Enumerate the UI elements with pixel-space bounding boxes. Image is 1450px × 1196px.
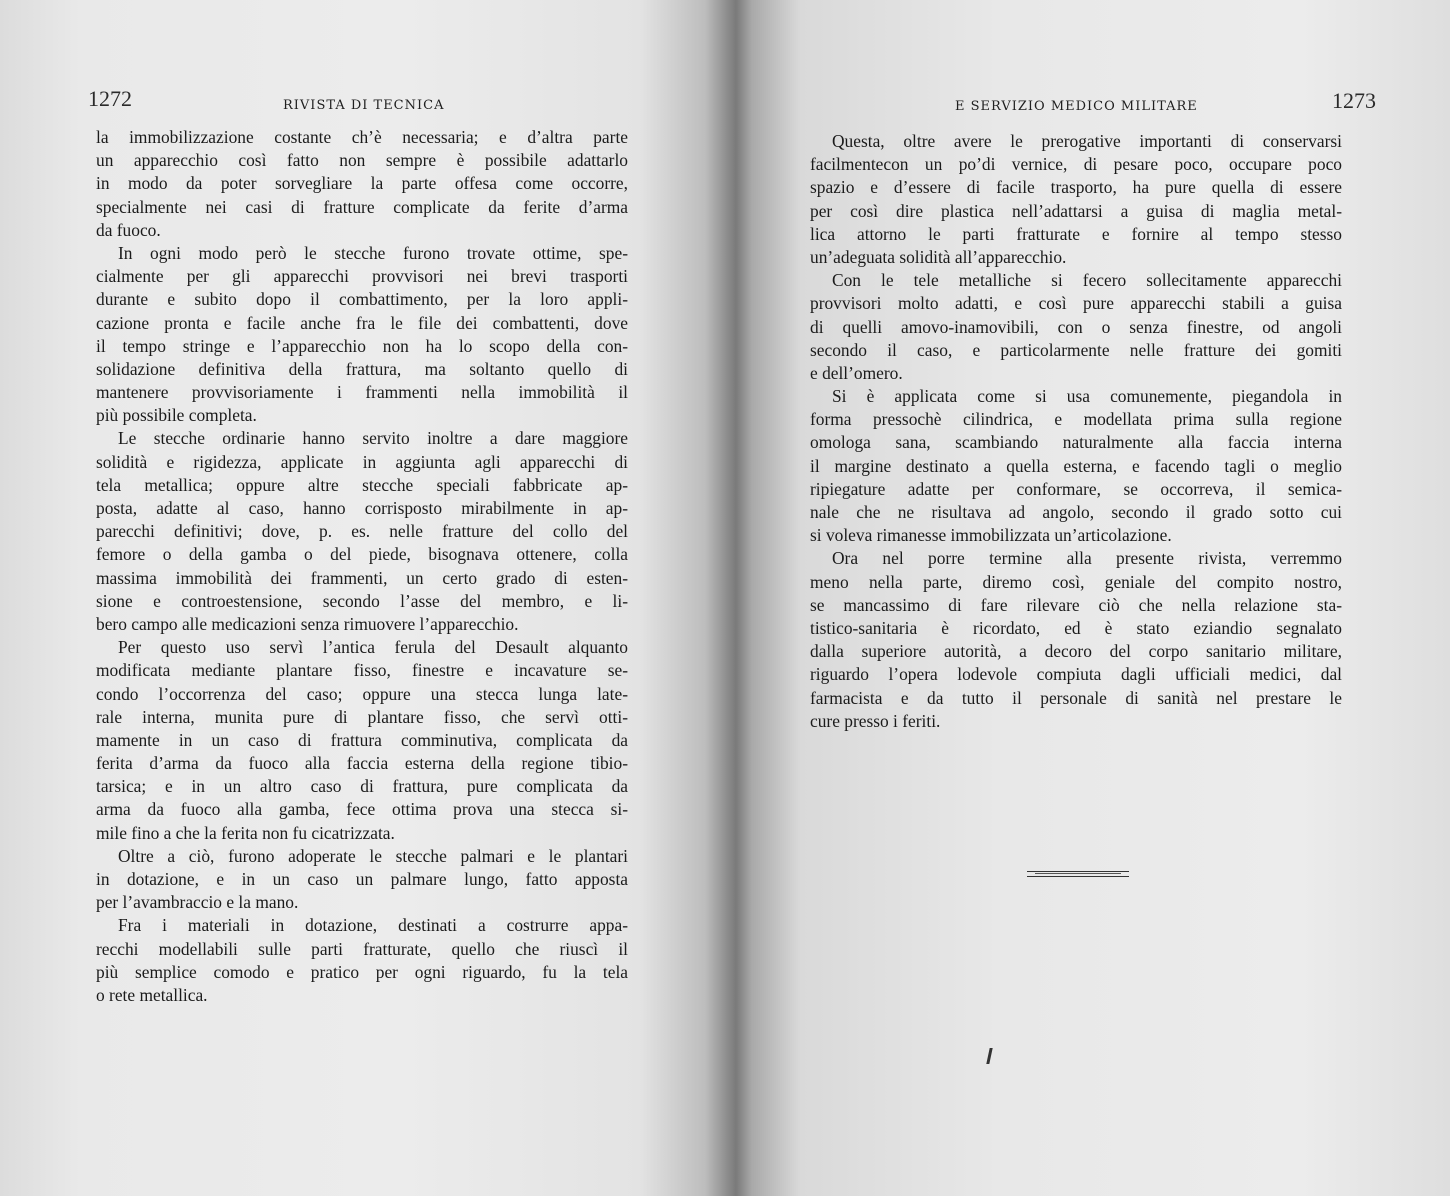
text-line: solidazione definitiva della frattura, ma soltanto quello di <box>96 358 628 379</box>
text-line: cialmente per gli apparecchi provvisori nei brevi trasporti <box>96 266 628 287</box>
text-line: per così dire plastica nell’adattarsi a guisa di maglia metal- <box>810 200 1342 221</box>
running-head: E SERVIZIO MEDICO MILITARE <box>955 99 1198 114</box>
text-line: si voleva rimanesse immobilizzata un’articolazione. <box>810 525 1172 546</box>
text-line: più possibile completa. <box>96 405 257 426</box>
page-number: 1272 <box>88 86 132 111</box>
text-line: Questa, oltre avere le prerogative importanti di conservarsi <box>832 131 1342 151</box>
text-line: un’adeguata solidità all’apparecchio. <box>810 246 1067 267</box>
text-line: la immobilizzazione costante ch’è necessaria; e d’altra parte <box>96 127 628 147</box>
text-line: recchi modellabili sulle parti fratturate, quello che riuscì il <box>96 938 628 959</box>
text-line: o rete metallica. <box>96 984 208 1005</box>
text-line: un apparecchio così fatto non sempre è possibile adattarlo <box>96 150 628 171</box>
text-line: mamente in un caso di frattura comminutiva, complicata da <box>96 729 628 750</box>
text-line: di quelli amovo-inamovibili, con o senza finestre, od angoli <box>810 316 1342 337</box>
text-line: In ogni modo però le stecche furono trovate ottime, spe- <box>118 242 628 263</box>
text-line: facilmentecon un po’di vernice, di pesare poco, occupare poco <box>810 154 1342 175</box>
text-line: mantenere provvisoriamente i frammenti nella immobilità il <box>96 382 628 403</box>
text-line: farmacista e da tutto il personale di sanità nel prestare le <box>810 687 1342 708</box>
text-line: lica attorno le parti fratturate e fornire al tempo stesso <box>810 223 1342 244</box>
page-number: 1273 <box>1332 88 1376 113</box>
text-line: omologa sana, scambiando naturalmente alla faccia interna <box>810 432 1342 453</box>
text-line: e dell’omero. <box>810 362 903 383</box>
text-line: solidità e rigidezza, applicate in aggiunta agli apparecchi di <box>96 451 628 472</box>
text-line: tela metallica; oppure altre stecche speciali fabbricate ap- <box>96 474 628 495</box>
text-line: specialmente nei casi di fratture complicate da ferite d’arma <box>96 196 628 217</box>
text-line: Per questo uso servì l’antica ferula del Desault alquanto <box>118 637 628 658</box>
text-line: femore o della gamba o del piede, bisognava ottenere, colla <box>96 544 628 565</box>
text-line: in dotazione, e in un caso un palmare lungo, fatto apposta <box>96 869 628 889</box>
text-line: forma pressochè cilindrica, e modellata prima sulla regione <box>810 409 1342 430</box>
text-line: ferita d’arma da fuoco alla faccia esterna della regione tibio- <box>96 753 628 774</box>
text-line: sione e controestensione, secondo l’asse del membro, e li- <box>96 590 628 611</box>
text-line: dalla superiore autorità, a decoro del corpo sanitario militare, <box>810 641 1342 662</box>
body-text <box>96 126 628 1007</box>
text-line: per l’avambraccio e la mano. <box>96 892 299 913</box>
text-line: se mancassimo di fare rilevare ciò che nella relazione sta- <box>810 594 1342 615</box>
text-line: Fra i materiali in dotazione, destinati a costrurre appa- <box>118 915 628 936</box>
body-text <box>810 130 1342 733</box>
text-line: cure presso i feriti. <box>810 710 941 731</box>
text-line: nale che ne risultava ad angolo, secondo il grado sotto cui <box>810 502 1342 522</box>
ink-speck <box>986 1048 992 1064</box>
text-line: Le stecche ordinarie hanno servito inoltre a dare maggiore <box>118 428 628 449</box>
text-line: meno nella parte, diremo così, geniale del compito nostro, <box>810 571 1342 592</box>
text-line: Con le tele metalliche si fecero sollecitamente apparecchi <box>832 270 1342 291</box>
text-line: condo l’occorrenza del caso; oppure una stecca lunga late- <box>96 683 628 704</box>
text-line: durante e subito dopo il combattimento, per la loro appli- <box>96 289 628 310</box>
text-line: secondo il caso, e particolarmente nelle fratture dei gomiti <box>810 339 1342 360</box>
right-page <box>740 0 1450 1196</box>
text-line: massima immobilità dei frammenti, un certo grado di esten- <box>96 567 628 588</box>
text-line: in modo da poter sorvegliare la parte offesa come occorre, <box>96 173 628 194</box>
text-line: provvisori molto adatti, e così pure apparecchi stabili a guisa <box>810 293 1342 314</box>
text-line: mile fino a che la ferita non fu cicatrizzata. <box>96 822 395 843</box>
text-line: rale interna, munita pure di plantare fisso, che servì otti- <box>96 706 628 727</box>
text-line: cazione pronta e facile anche fra le file dei combattenti, dove <box>96 312 628 333</box>
text-line: Ora nel porre termine alla presente rivista, verremmo <box>832 548 1342 569</box>
text-line: modificata mediante plantare fisso, finestre e incavature se- <box>96 660 628 681</box>
text-line: il margine destinato a quella esterna, e facendo tagli o meglio <box>810 455 1342 476</box>
text-line: posta, adatte al caso, hanno corrisposto mirabilmente in ap- <box>96 498 628 518</box>
text-line: riguardo l’opera lodevole compiuta dagli ufficiali medici, dal <box>810 664 1342 685</box>
text-line: Oltre a ciò, furono adoperate le stecche palmari e le plantari <box>118 845 628 866</box>
text-line: più semplice comodo e pratico per ogni riguardo, fu la tela <box>96 961 628 982</box>
text-line: parecchi definitivi; dove, p. es. nelle fratture del collo del <box>96 521 628 542</box>
text-line: ripiegature adatte per conformare, se occorreva, il semica- <box>810 478 1342 499</box>
left-page <box>0 0 700 1196</box>
section-end-rule <box>1027 871 1129 877</box>
text-line: da fuoco. <box>96 219 161 240</box>
text-line: tarsica; e in un altro caso di frattura, pure complicata da <box>96 776 628 797</box>
text-line: bero campo alle medicazioni senza rimuovere l’apparecchio. <box>96 613 519 634</box>
text-line: spazio e d’essere di facile trasporto, ha pure quella di essere <box>810 177 1342 198</box>
text-line: il tempo stringe e l’apparecchio non ha lo scopo della con- <box>96 335 628 356</box>
text-line: tistico-sanitaria è ricordato, ed è stato eziandio segnalato <box>810 617 1342 638</box>
text-line: Si è applicata come si usa comunemente, piegandola in <box>832 386 1342 407</box>
running-head: RIVISTA DI TECNICA <box>283 98 445 113</box>
text-line: arma da fuoco alla gamba, fece ottima prova una stecca si- <box>96 799 628 820</box>
